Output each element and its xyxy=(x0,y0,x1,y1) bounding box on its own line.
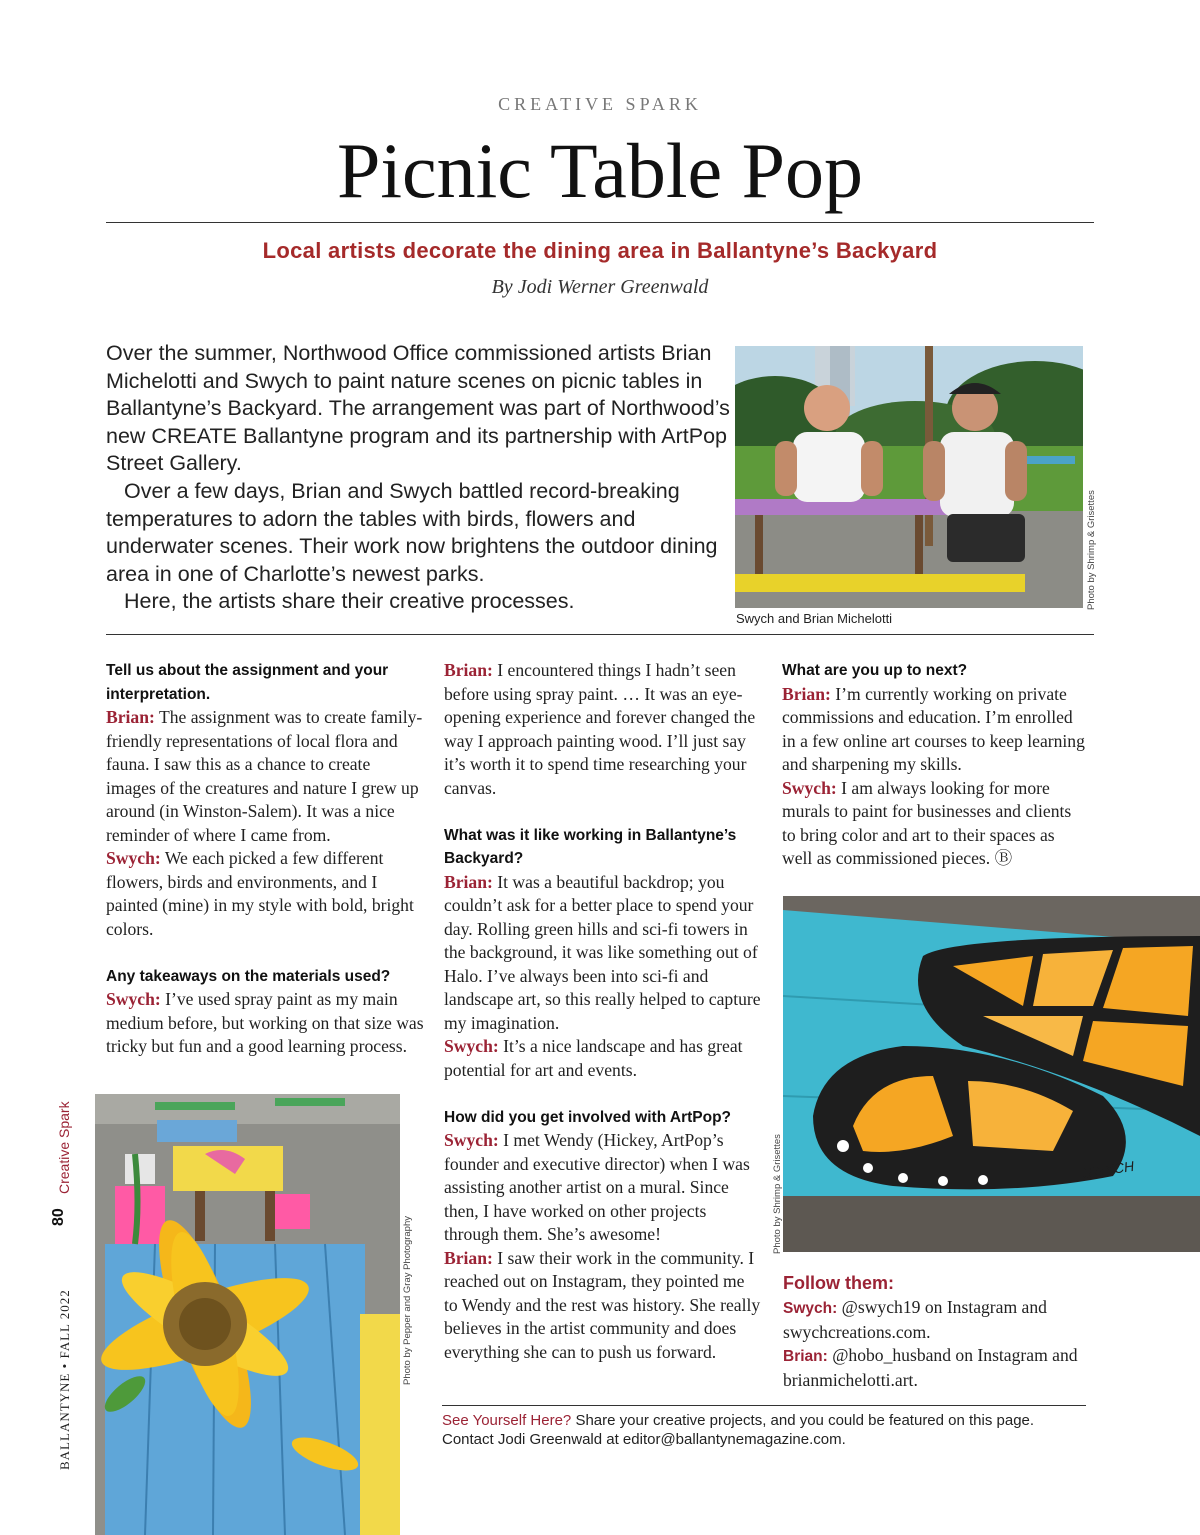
answer xyxy=(444,659,762,800)
answer-text: I’m currently working on private commissions and education. I’m enrolled in a few online art courses to keep learning and sharpening my skills. xyxy=(782,683,1085,774)
magazine-issue xyxy=(57,1289,73,1470)
byline: By Jodi Werner Greenwald xyxy=(491,276,709,298)
intro-paragraph: Here, the artists share their creative processes. xyxy=(124,589,575,614)
footer-lead: See Yourself Here? xyxy=(442,1412,572,1429)
question-heading: What are you up to next? xyxy=(782,662,968,679)
speaker-name: Swych: xyxy=(782,777,837,798)
sunflower-photo xyxy=(95,1094,400,1535)
answer xyxy=(444,871,762,1036)
artist-signature: SWYCH xyxy=(1081,1157,1136,1181)
answer xyxy=(782,683,1088,777)
end-mark-icon: Ⓑ xyxy=(994,848,1013,868)
speaker-name: Brian: xyxy=(782,683,831,704)
footer-note xyxy=(442,1411,1042,1449)
artists-photo xyxy=(735,346,1083,608)
speaker-name: Brian: xyxy=(444,1247,493,1268)
question-heading: Any takeaways on the materials used? xyxy=(106,967,391,985)
answer-text: I am always looking for more murals to paint for businesses and clients to bring color and art to their spaces as well as commissioned pieces. xyxy=(782,777,1072,868)
intro-paragraph: Over a few days, Brian and Swych battled record-breaking temperatures to adorn the tables with birds, flowers and underwater scenes. Their work now brightens the outdoor dining area in one of Charlotte’s newest parks. xyxy=(106,478,718,586)
butterfly-photo xyxy=(783,896,1200,1252)
answer xyxy=(106,988,424,1059)
question-heading: What was it like working in Ballantyne’s Backyard? xyxy=(444,826,737,867)
answer-text: I encountered things I hadn’t seen before using spray paint. … It was an eye-opening experience and forever changed the way I approach painting wood. I’ll just say it’s worth it to spend time researching your canvas. xyxy=(444,660,756,798)
answer xyxy=(444,1247,762,1365)
speaker-name: Brian: xyxy=(444,660,493,680)
artists-photo-art xyxy=(735,346,1083,608)
answer-text: The assignment was to create family-friendly representations of local flora and fauna. I saw this as a chance to create images of the creatures and nature I grew up around (in Winston-Salem). It was a nice reminder of where I came from. xyxy=(106,707,423,845)
artists-caption: Swych and Brian Michelotti xyxy=(736,611,893,626)
speaker-name: Swych: xyxy=(444,1036,499,1056)
social-text: @swych19 on Instagram and swychcreations.com. xyxy=(783,1297,1047,1342)
speaker-name: Swych: xyxy=(783,1300,838,1317)
footer-rule xyxy=(442,1405,1086,1406)
sunflower-photo-art xyxy=(95,1094,400,1535)
speaker-name: Brian: xyxy=(783,1348,828,1365)
photo-credit: Photo by Shrimp & Grisettes xyxy=(772,1134,783,1254)
answer xyxy=(444,1129,762,1247)
column-3 xyxy=(782,659,1088,871)
footer-text: Share your creative projects, and you could be featured on this page. Contact Jodi Greenwald at editor@ballantynemagazine.com. xyxy=(442,1412,1035,1448)
answer xyxy=(444,1035,762,1082)
intro-paragraph: Over the summer, Northwood Office commissioned artists Brian Michelotti and Swych to paint nature scenes on picnic tables in Ballantyne’s Backyard. The arrangement was part of Northwood’s new CREATE Ballantyne program and its partnership with ArtPop Street Gallery. xyxy=(106,341,730,476)
magazine-name: BALLANTYNE xyxy=(57,1372,72,1470)
photo-credit: Photo by Pepper and Gray Photography xyxy=(402,1215,413,1385)
separator: • xyxy=(57,1362,72,1369)
column-2 xyxy=(444,659,762,1364)
speaker-name: Swych: xyxy=(106,848,161,868)
article-subtitle: Local artists decorate the dining area in Ballantyne’s Backyard xyxy=(262,238,938,263)
question-heading: Tell us about the assignment and your interpretation. xyxy=(106,662,389,703)
butterfly-photo-art xyxy=(783,896,1200,1252)
page-title: Picnic Table Pop xyxy=(336,127,864,214)
answer xyxy=(106,706,424,847)
speaker-name: Brian: xyxy=(106,707,155,727)
answer-text: It’s a nice landscape and has great potential for art and events. xyxy=(444,1036,743,1080)
question-heading: How did you get involved with ArtPop? xyxy=(444,1108,732,1126)
page-number: 80 xyxy=(50,1208,67,1226)
social-text: @hobo_husband on Instagram and brianmichelotti.art. xyxy=(783,1345,1078,1390)
column-1 xyxy=(106,659,424,1059)
speaker-name: Swych: xyxy=(106,989,161,1009)
answer xyxy=(782,777,1088,871)
intro-text xyxy=(106,340,731,616)
social-entry xyxy=(783,1344,1089,1392)
follow-heading: Follow them: xyxy=(783,1273,894,1293)
section-kicker: CREATIVE SPARK xyxy=(498,94,702,114)
sidebar-section: Creative Spark xyxy=(56,1101,72,1194)
answer-text: I met Wendy (Hickey, ArtPop’s founder and executive director) when I was assisting another artist on a mural. Since then, I have worked on other projects through them. She’s awesome! xyxy=(444,1130,750,1244)
answer xyxy=(106,847,424,941)
answer-text: It was a beautiful backdrop; you couldn’t ask for a better place to spend your day. Rolling green hills and sci-fi towers in the background, it was like something out of Halo. I’ve always been into sci-fi and landscape art, so this really helped to capture my imagination. xyxy=(444,871,761,1033)
section-rule xyxy=(106,634,1094,635)
answer-text: We each picked a few different flowers, birds and environments, and I painted (mine) in my style with bold, bright colors. xyxy=(106,848,414,939)
follow-box xyxy=(783,1270,1089,1392)
social-entry xyxy=(783,1296,1089,1344)
title-rule xyxy=(106,222,1094,223)
speaker-name: Brian: xyxy=(444,871,493,892)
speaker-name: Swych: xyxy=(444,1130,499,1150)
answer-text: I’ve used spray paint as my main medium before, but working on that size was tricky but fun and a good learning process. xyxy=(106,989,424,1056)
photo-credit: Photo by Shrimp & Grisettes xyxy=(1086,490,1097,610)
issue-label: FALL 2022 xyxy=(57,1289,72,1359)
answer-text: I saw their work in the community. I reached out on Instagram, they pointed me to Wendy and the rest was history. She really believes in the artist community and does everything she can to push us forward. xyxy=(444,1247,761,1362)
